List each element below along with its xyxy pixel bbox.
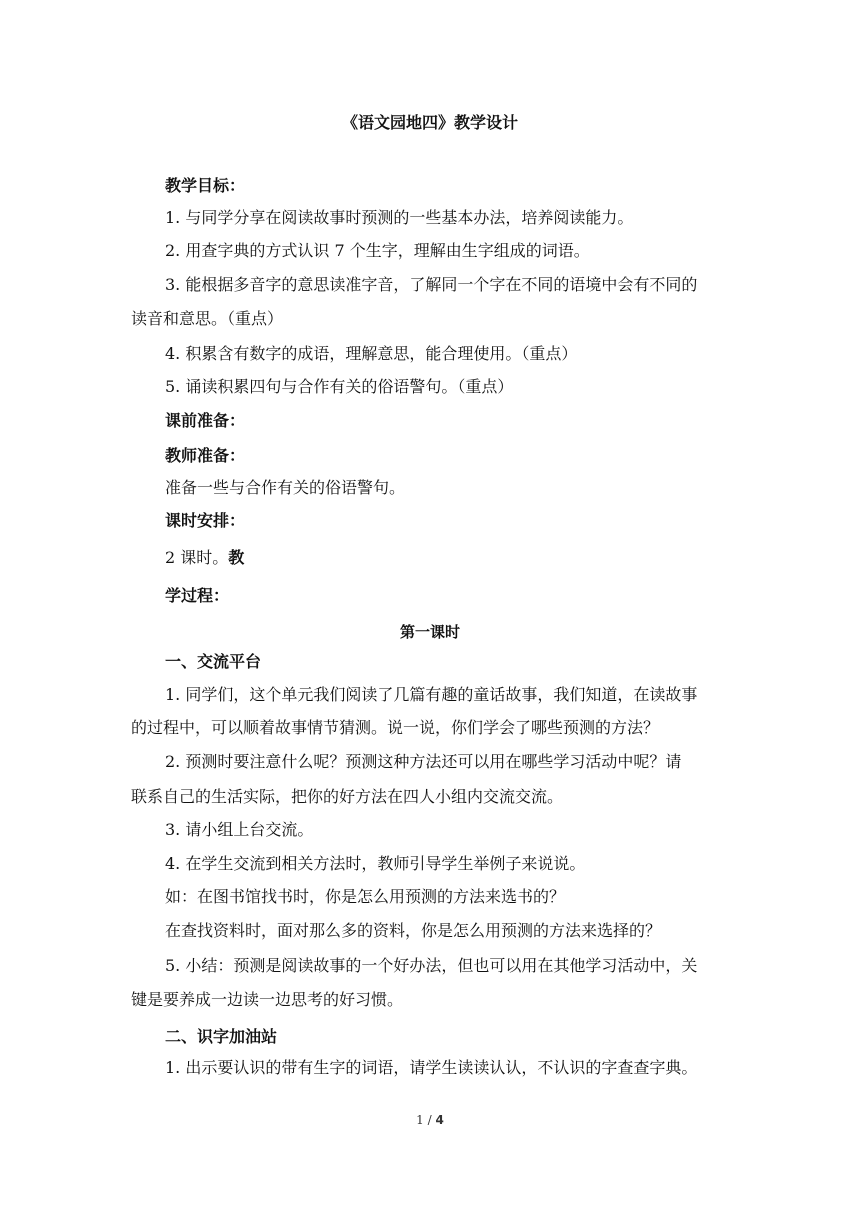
goal-line: 2. 用查字典的方式认识 7 个生字，理解由生字组成的词语。 [165,241,590,260]
teacher-prep-heading: 教师准备： [165,446,246,465]
section1-line: 在查找资料时，面对那么多的资料，你是怎么用预测的方法来选择的？ [165,921,662,940]
section1-line: 3. 请小组上台交流。 [165,820,314,839]
prep-heading: 课前准备： [165,411,246,430]
schedule-line [165,548,244,568]
section2-line: 1. 出示要认识的带有生字的词语，请学生读读认认，不认识的字查查字典。 [165,1058,698,1077]
schedule-tail: 教 [228,548,245,567]
lesson-title: 第一课时 [399,623,460,641]
goal-line: 3. 能根据多音字的意思读准字音，了解同一个字在不同的语境中会有不同的 [165,275,698,294]
goal-line: 5. 诵读积累四句与合作有关的俗语警句。（重点） [165,377,514,396]
section1-line: 键是要养成一边读一边思考的好习惯。 [131,990,404,1009]
goals-heading: 教学目标： [165,176,246,195]
section1-line: 2. 预测时要注意什么呢？预测这种方法还可以用在哪些学习活动中呢？请 [165,752,682,771]
process-heading: 学过程： [165,586,230,605]
document-title: 《语文园地四》教学设计 [341,113,518,132]
section1-line: 如：在图书馆找书时，你是怎么用预测的方法来选书的？ [165,887,566,906]
page-separator: / [423,1113,436,1127]
section1-line: 1. 同学们，这个单元我们阅读了几篇有趣的童话故事，我们知道，在读故事 [165,685,698,704]
schedule-text: 2 课时。 [165,548,229,567]
section1-line: 4. 在学生交流到相关方法时，教师引导学生举例子来说说。 [165,854,586,873]
page-total: 4 [435,1113,444,1127]
schedule-heading: 课时安排： [165,511,246,530]
section1-line: 联系自己的生活实际，把你的好方法在四人小组内交流交流。 [131,787,564,806]
goal-line: 1. 与同学分享在阅读故事时预测的一些基本办法，培养阅读能力。 [165,208,634,227]
section1-heading: 一、交流平台 [165,652,262,671]
page-number [0,1112,860,1128]
section1-line: 的过程中，可以顺着故事情节猜测。说一说，你们学会了哪些预测的方法？ [131,718,660,737]
section2-heading: 二、识字加油站 [165,1027,278,1046]
goal-line: 4. 积累含有数字的成语，理解意思，能合理使用。（重点） [165,344,578,363]
section1-line: 5. 小结：预测是阅读故事的一个好办法，但也可以用在其他学习活动中，关 [165,956,698,975]
teacher-prep-text: 准备一些与合作有关的俗语警句。 [165,478,406,497]
page-current: 1 [416,1113,424,1127]
goal-line: 读音和意思。（重点） [131,309,284,328]
